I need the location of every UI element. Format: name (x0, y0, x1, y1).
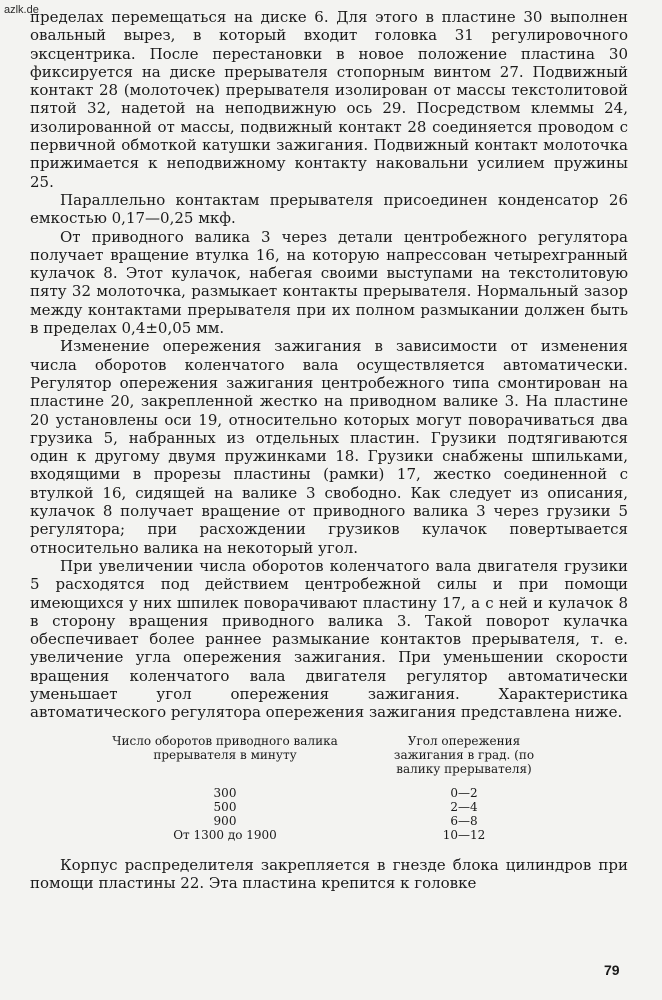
table-cell: 6—8 (450, 813, 478, 828)
paragraph-3: От приводного валика 3 через детали центробежного регулятора получает вращение втулка 16, на которую напрессован четырехгранный кулачок 8. Этот кулачок, набегая своими выступами на текстолитовую пяту 32 молоточка, размыкает контакты прерывателя. Нормальный зазор между контактами прерывателя при их полном размыкании должен быть в пределах 0,4±0,05 мм. (30, 227, 628, 338)
table-cell: 0—2 (450, 785, 478, 800)
page-body (30, 8, 628, 892)
paragraph-1: пределах перемещаться на диске 6. Для этого в пластине 30 выполнен овальный вырез, в который входит головка 31 регулировочного эксцентрика. После перестановки в новое положение пластина 30 фиксируется на диске прерывателя стопорным винтом 27. Подвижный контакт 28 (молоточек) прерывателя изолирован от массы текстолитовой пятой 32, надетой на неподвижную ось 29. Посредством клеммы 24, изолированной от массы, подвижный контакт 28 соединяется проводом с первичной обмоткой катушки зажигания. Подвижный контакт молоточка прижимается к неподвижному контакту наковальни усилием пружины 25. (30, 8, 628, 191)
table-cell: 900 (213, 813, 237, 828)
watermark-label: azlk.de (4, 4, 39, 16)
paragraph-2: Параллельно контактам прерывателя присоединен конденсатор 26 емкостью 0,17—0,25 мкф. (30, 190, 628, 228)
paragraph-5: При увеличении числа оборотов коленчатого вала двигателя грузики 5 расходятся под действием центробежной силы и при помощи имеющихся у них шпилек поворачивают пластину 17, а с ней и кулачок 8 в сторону вращения приводного валика 3. Такой поворот кулачка обеспечивает более раннее размыкание контактов прерывателя, т. е. увеличение угла опережения зажигания. При уменьшении скорости вращения коленчатого вала двигателя регулятор автоматически уменьшает угол опережения зажигания. Характеристика автоматического регулятора опережения зажигания представлена ниже. (30, 556, 628, 722)
table-header-rpm: Число оборотов приводного валика прерывателя в минуту (112, 733, 338, 762)
table-cell: 2—4 (450, 799, 478, 814)
closing-paragraph: Корпус распределителя закрепляется в гнезде блока цилиндров при помощи пластины 22. Эта пластина крепится к головке (30, 855, 628, 892)
advance-table (100, 734, 628, 842)
table-cell: 500 (213, 799, 237, 814)
paragraph-4: Изменение опережения зажигания в зависимости от изменения числа оборотов коленчатого вала осуществляется автоматически. Регулятор опережения зажигания центробежного типа смонтирован на пластине 20, закрепленной жестко на приводном валике 3. На пластине 20 установлены оси 19, относительно которых могут поворачиваться два грузика 5, набранных из отдельных пластин. Грузики подтягиваются один к другому двумя пружинками 18. Грузики снабжены шпильками, входящими в прорезы пластины (рамки) 17, жестко соединенной с втулкой 16, сидящей на валике 3 свободно. Как следует из описания, кулачок 8 получает вращение от приводного валика 3 через грузики 5 регулятора; при расхождении грузиков кулачок повертывается относительно валика на некоторый угол. (30, 337, 628, 557)
table-cell: От 1300 до 1900 (173, 827, 277, 842)
table-cell: 300 (213, 785, 237, 800)
table-cell: 10—12 (442, 827, 486, 842)
page-number: 79 (604, 962, 620, 978)
table-header-angle: Угол опережения зажигания в град. (по валику прерывателя) (393, 733, 535, 776)
